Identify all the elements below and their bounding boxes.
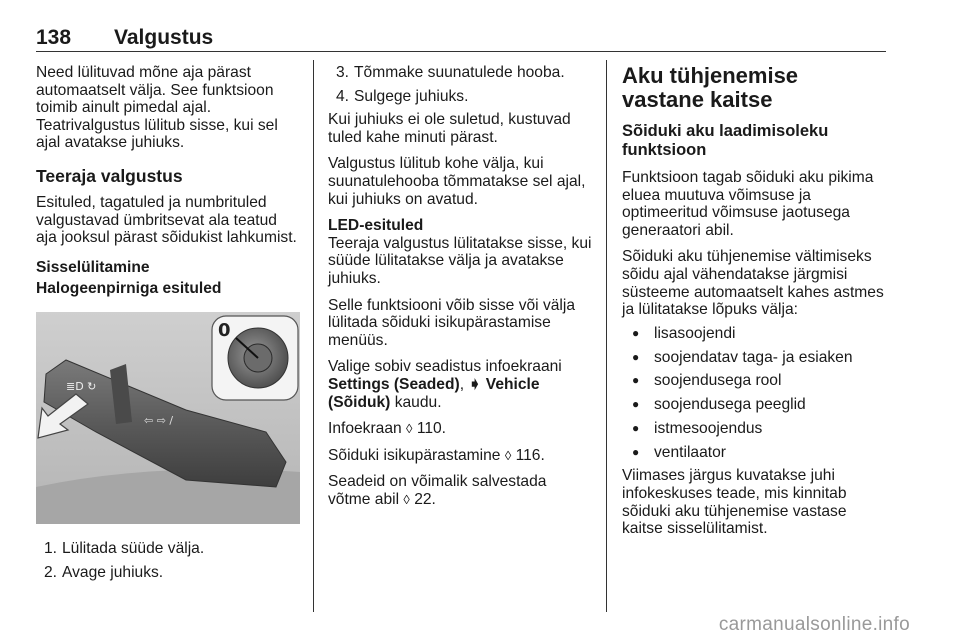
page-number: 138 <box>36 26 72 49</box>
page-ref-icon: ◊ <box>403 491 410 507</box>
menu-vehicle: Vehicle (Sõiduk) <box>328 375 540 411</box>
list-item: 2. Avage juhiuks. <box>44 563 164 581</box>
heading-battery-protection: Aku tühjenemise vastane kaitse <box>622 63 799 112</box>
systems-list <box>622 325 886 462</box>
column-divider-2 <box>606 60 607 612</box>
paragraph-lever-pull: Valgustus lülitub kohe välja, kui suunatulehooba tõmmatakse sel ajal, kui juhiuks on avatud. <box>328 155 586 208</box>
page-ref-icon: ◊ <box>406 421 413 437</box>
column-1 <box>36 64 300 587</box>
list-item: ● istmesoojendus <box>622 420 886 438</box>
path-lighting-paragraph: Esituled, tagatuled ja numbrituled valgustavad ümbritsevat ala teatud aja jooksul pärast sõidukist lahkumist. <box>36 193 297 247</box>
paragraph-final-stage: Viimases järgus kuvatakse juhi infokeskuses teade, mis kinnitab sõiduki aku tühjenemise vastase kaitse sisselülitamist. <box>622 467 847 538</box>
column-2 <box>328 64 592 517</box>
paragraph-key-memory: Seadeid on võimalik salvestada võtme abil ◊ 22. <box>328 473 547 508</box>
page-ref-icon: ◊ <box>504 447 512 463</box>
lever-illustration <box>36 312 300 524</box>
subheading-led: LED-esituled <box>328 217 424 235</box>
paragraph-settings-path: Valige sobiv seadistus infoekraani Settings (Seaded), ➧ Vehicle (Sõiduk) kaudu. <box>328 358 562 411</box>
reference-personalization: Sõiduki isikupärastamine ◊ 116. <box>328 446 545 464</box>
subheading-charge-state: Sõiduki aku laadimisoleku funktsioon <box>622 122 829 159</box>
menu-arrow-icon: ➧ <box>468 375 482 393</box>
paragraph-function: Funktsioon tagab sõiduki aku pikima eluea muutuva võimsuse ja optimeeritud võimsuse jaotusega generaatori abil. <box>622 169 874 239</box>
ignition-label: 0 <box>218 319 231 341</box>
list-item: 1. Lülitada süüde välja. <box>44 539 205 557</box>
paragraph-reduction: Sõiduki aku tühjenemise vältimiseks sõidu ajal vähendatakse järgmisi süsteeme automaatselt kahes astmes ja lülitatakse lõpuks välja: <box>622 248 884 319</box>
watermark: carmanualsonline.info <box>718 614 910 635</box>
paragraph-door-open: Kui juhiuks ei ole suletud, kustuvad tuled kahe minuti pärast. <box>328 111 571 146</box>
steps-list-1 <box>36 540 300 581</box>
lever-symbol-light: ≣D ↻ <box>66 379 97 393</box>
paragraph-led: Teeraja valgustus lülitatakse sisse, kui süüde lülitatakse välja ja avatakse juhiuks. <box>328 234 592 287</box>
list-item: 4. Sulgege juhiuks. <box>336 87 469 105</box>
list-item: 3. Tõmmake suunatulede hooba. <box>336 64 565 81</box>
theatre-paragraph: Teatrivalgustus lülitub sisse, kui sel ajal avatakse juhiuks. <box>36 116 278 152</box>
list-item: ● lisasoojendi <box>622 325 886 343</box>
steps-list-2 <box>328 64 592 105</box>
reference-info-display: Infoekraan ◊ 110. <box>328 420 447 438</box>
list-item: ● ventilaator <box>622 444 886 462</box>
intro-paragraph: Need lülituvad mõne aja pärast automaatselt välja. See funktsioon toimib ainult pimedal ajal. <box>36 64 274 117</box>
page-header <box>36 26 886 50</box>
paragraph-personalization: Selle funktsiooni võib sisse või välja lülitada sõiduki isikupärastamise menüüs. <box>328 296 576 349</box>
column-divider-1 <box>313 60 314 612</box>
section-title: Valgustus <box>114 26 214 49</box>
list-item: ● soojendusega rool <box>622 372 886 390</box>
list-item: ● soojendusega peeglid <box>622 396 886 414</box>
subheading-activation: Sisselülitamine <box>36 258 150 276</box>
list-item: ● soojendatav taga- ja esiaken <box>622 349 886 367</box>
lever-symbol-wiper: ⇦ ⇨ / <box>144 413 174 427</box>
header-divider <box>36 51 886 52</box>
column-3 <box>622 64 886 547</box>
heading-path-lighting: Teeraja valgustus <box>36 165 183 186</box>
subheading-halogen: Halogeenpirniga esituled <box>36 280 222 298</box>
menu-settings: Settings (Seaded) <box>328 375 460 393</box>
lever-diagram-svg <box>36 312 300 524</box>
